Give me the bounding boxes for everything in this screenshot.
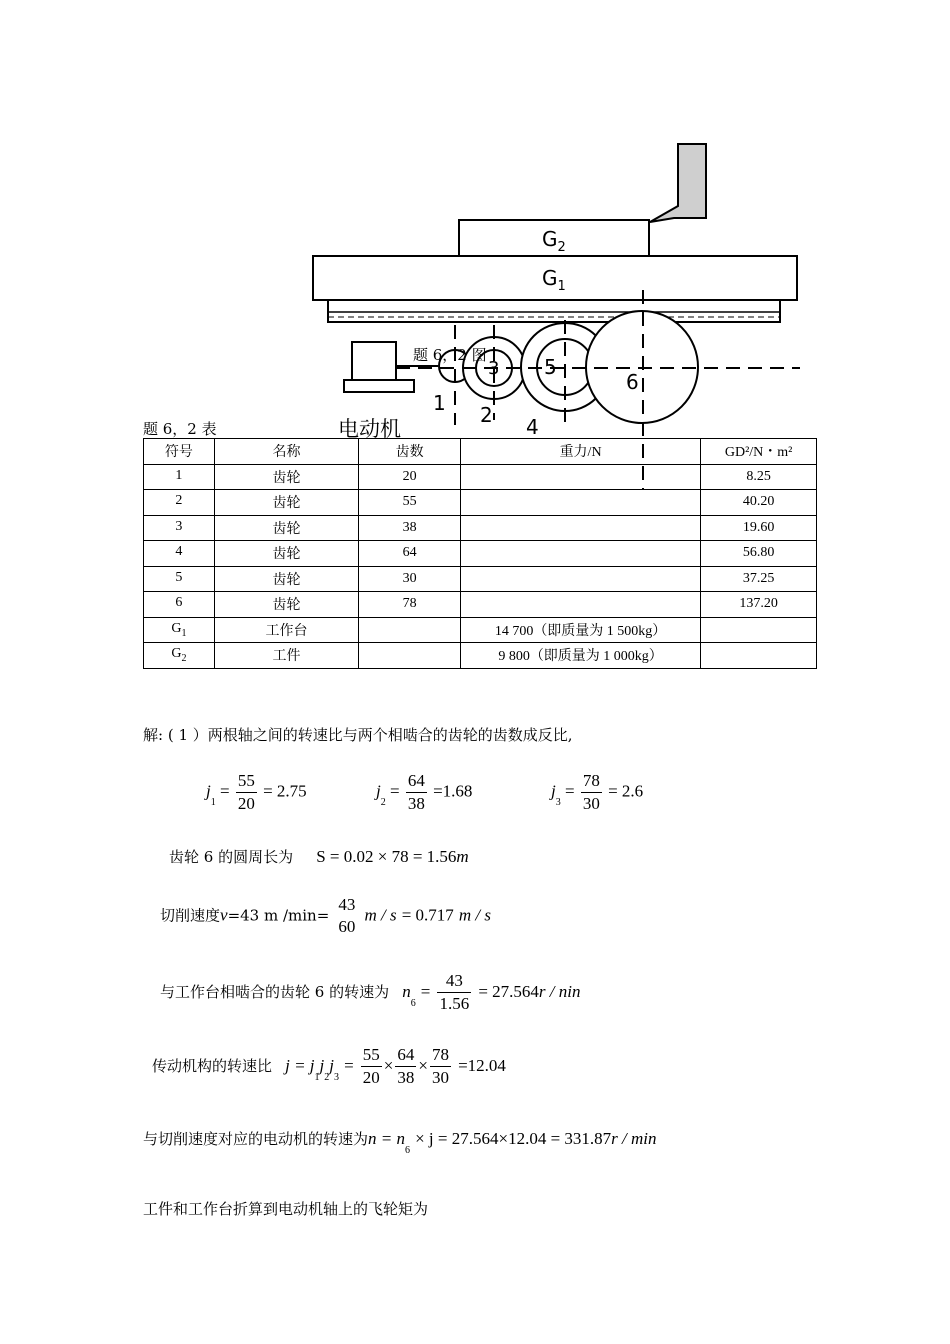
solution-intro: 解: ( 1 ）两根轴之间的转速比与两个相啮合的齿轮的齿数成反比, <box>143 726 573 744</box>
cell-gd2: 37.25 <box>701 566 817 592</box>
cell-teeth <box>359 617 461 643</box>
table-caption: 题 6，2 表 <box>143 420 217 438</box>
ratio-line: 传动机构的转速比 $j = j_1j_2j_3$ = $\frac{55}{20}$ × $\frac{64}{38}$ × $\frac{78}{30}$ =12.04 <box>152 1045 506 1087</box>
gear4-label: 4 <box>526 415 539 439</box>
cell-teeth: 78 <box>359 592 461 618</box>
cell-teeth: 64 <box>359 541 461 567</box>
header-name: 名称 <box>214 439 359 465</box>
equation-j3: $j_3$ = $\frac{78}{30}$ = 2.6 <box>551 771 644 813</box>
motor-label: 电动机 <box>338 417 401 441</box>
cell-gd2: 40.20 <box>701 490 817 516</box>
cell-gd2: 56.80 <box>701 541 817 567</box>
cell-name: 齿轮 <box>214 566 359 592</box>
cell-symbol: 3 <box>144 515 215 541</box>
table-row <box>144 515 817 541</box>
cell-name: 齿轮 <box>214 541 359 567</box>
cell-weight: 14 700（即质量为 1 500kg） <box>460 617 700 643</box>
cell-symbol: 6 <box>144 592 215 618</box>
gear-table <box>143 438 817 669</box>
cell-teeth <box>359 643 461 669</box>
cell-weight <box>460 515 700 541</box>
cell-gd2: 137.20 <box>701 592 817 618</box>
cell-symbol: 2 <box>144 490 215 516</box>
cell-name: 工件 <box>214 643 359 669</box>
g2-label: $G_2$ <box>542 227 566 255</box>
cell-symbol: 5 <box>144 566 215 592</box>
cell-gd2 <box>701 643 817 669</box>
header-gd2: GD²/N・m² <box>701 439 817 465</box>
table-row <box>144 592 817 618</box>
cell-weight <box>460 592 700 618</box>
table-row <box>144 643 817 669</box>
cell-weight <box>460 464 700 490</box>
gear6-speed-line: 与工作台相啮合的齿轮 6 的转速为 $n_6$ = $\frac{43}{1.56}$ = 27.564r / nin <box>160 971 581 1013</box>
motor-body <box>352 342 396 380</box>
cutting-speed-line: 切削速度v=43 m /min= 43 60 m / s = 0.717 m / s <box>160 895 491 936</box>
equation-j1: $j_1$ = $\frac{55}{20}$ = 2.75 <box>206 771 307 813</box>
cell-symbol: 4 <box>144 541 215 567</box>
motor-base <box>344 380 414 392</box>
table-row <box>144 566 817 592</box>
cell-teeth: 55 <box>359 490 461 516</box>
cell-name: 齿轮 <box>214 464 359 490</box>
cell-gd2 <box>701 617 817 643</box>
header-weight: 重力/N <box>460 439 700 465</box>
cell-teeth: 30 <box>359 566 461 592</box>
cell-weight <box>460 490 700 516</box>
equation-j2: $j_2$ = $\frac{64}{38}$ =1.68 <box>376 771 473 813</box>
gear5-label: 5 <box>544 355 557 379</box>
cell-name: 工作台 <box>214 617 359 643</box>
motor-speed-line: 与切削速度对应的电动机的转速为$n = n_6 \times j = 27.564\times 12.04 = 331.87r / \min$ <box>143 1129 657 1156</box>
cell-teeth: 38 <box>359 515 461 541</box>
header-teeth: 齿数 <box>359 439 461 465</box>
table-row <box>144 464 817 490</box>
gear1-label: 1 <box>433 391 446 415</box>
cell-gd2: 19.60 <box>701 515 817 541</box>
cell-weight: 9 800（即质量为 1 000kg） <box>460 643 700 669</box>
table-row <box>144 617 817 643</box>
cell-symbol: $G_1$ <box>144 617 215 643</box>
gear3-label: 3 <box>488 358 500 379</box>
flywheel-text: 工件和工作台折算到电动机轴上的飞轮矩为 <box>143 1200 429 1218</box>
cell-name: 齿轮 <box>214 592 359 618</box>
table-header-row <box>144 439 817 465</box>
gear6-label: 6 <box>626 370 639 394</box>
g1-label: $G_1$ <box>542 266 566 294</box>
cell-weight <box>460 566 700 592</box>
header-symbol: 符号 <box>144 439 215 465</box>
cell-teeth: 20 <box>359 464 461 490</box>
cell-symbol: $G_2$ <box>144 643 215 669</box>
cell-name: 齿轮 <box>214 515 359 541</box>
cell-gd2: 8.25 <box>701 464 817 490</box>
circumference-line: 齿轮 6 的圆周长为 S = 0.02 × 78 = 1.56m <box>169 847 469 866</box>
cell-weight <box>460 541 700 567</box>
cell-symbol: 1 <box>144 464 215 490</box>
rack <box>328 300 780 322</box>
table-row <box>144 490 817 516</box>
gear2-label: 2 <box>480 403 493 427</box>
figure-caption: 题 6，2 图 <box>413 346 487 364</box>
table-row <box>144 541 817 567</box>
cell-name: 齿轮 <box>214 490 359 516</box>
